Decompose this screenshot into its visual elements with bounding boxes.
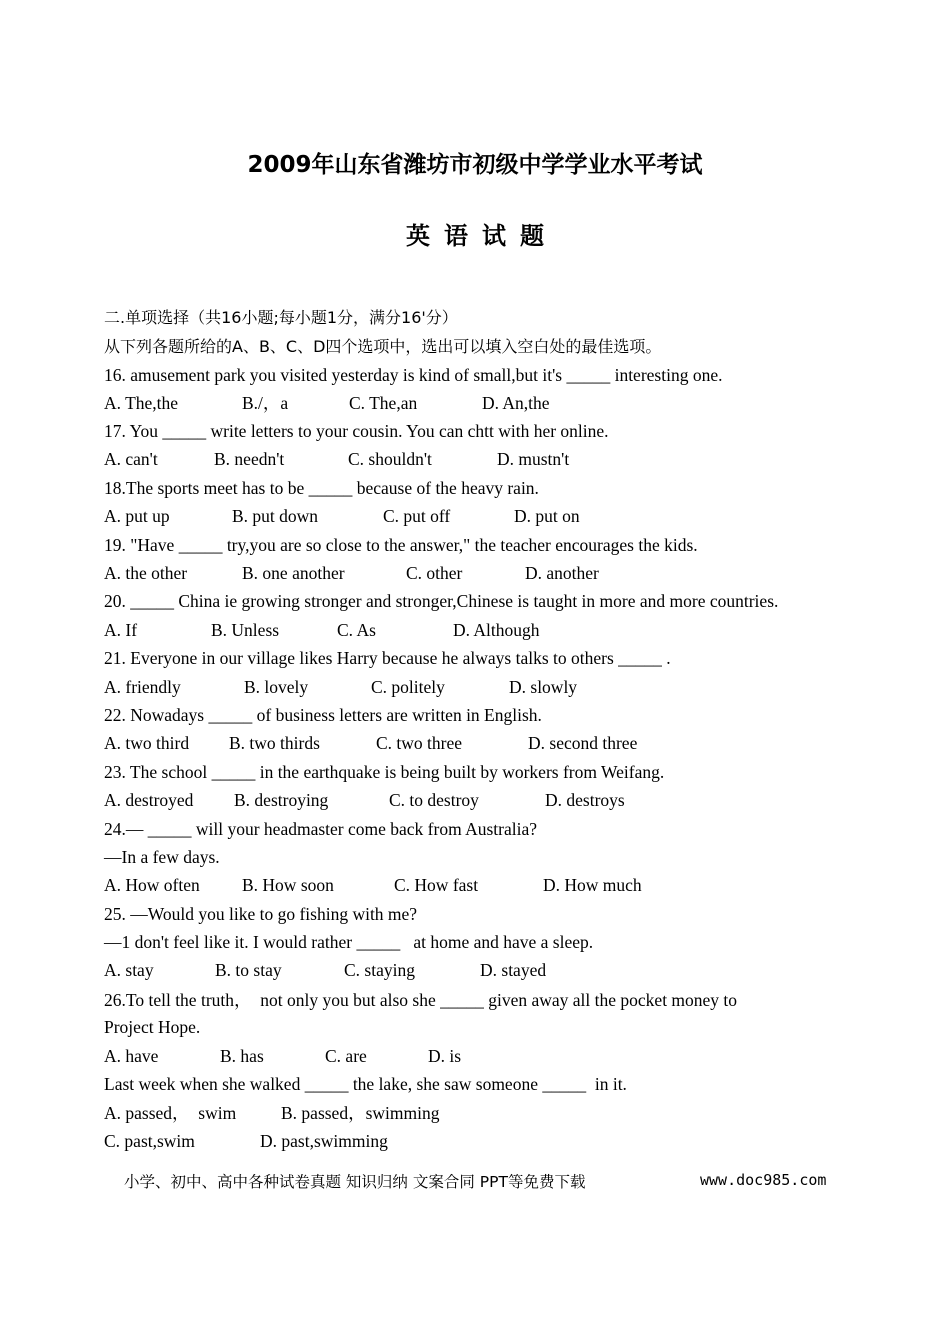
exam-subtitle: 英语试题 <box>406 222 558 250</box>
question-24-reply: —In a few days. <box>104 847 220 867</box>
question-17-option-d: D. mustn't <box>497 449 570 469</box>
question-24-option-d: D. How much <box>543 875 642 895</box>
question-22-option-a: A. two third <box>104 733 190 753</box>
question-25-option-d: D. stayed <box>480 960 547 980</box>
question-19-option-c: C. other <box>406 563 463 583</box>
footer-url: www.doc985.com <box>700 1171 827 1189</box>
question-23-option-c: C. to destroy <box>389 790 479 810</box>
question-17-option-b: B. needn't <box>214 449 285 469</box>
question-22-option-c: C. two three <box>376 733 463 753</box>
question-18-stem: 18.The sports meet has to be _____ because of the heavy rain. <box>104 478 539 498</box>
question-16-option-d: D. An,the <box>482 393 550 413</box>
question-19-option-a: A. the other <box>104 563 188 583</box>
question-20-option-d: D. Although <box>453 620 540 640</box>
exam-title: 2009年山东省潍坊市初级中学学业水平考试 <box>247 152 703 178</box>
question-19-stem: 19. "Have _____ try,you are so close to the answer," the teacher encourages the kids. <box>104 535 698 555</box>
question-20-option-b: B. Unless <box>211 620 280 640</box>
question-26-option-d: D. is <box>428 1046 462 1066</box>
question-19-option-d: D. another <box>525 563 599 583</box>
question-21-stem: 21. Everyone in our village likes Harry because he always talks to others _____ . <box>104 648 671 668</box>
question-18-option-b: B. put down <box>232 506 319 526</box>
question-16-option-c: C. The,an <box>349 393 418 413</box>
question-24-option-c: C. How fast <box>394 875 479 895</box>
question-21-option-a: A. friendly <box>104 677 181 697</box>
question-25-option-b: B. to stay <box>215 960 282 980</box>
question-16-option-a: A. The,the <box>104 393 179 413</box>
question-24-option-b: B. How soon <box>242 875 334 895</box>
question-18-option-a: A. put up <box>104 506 170 526</box>
question-16-stem: 16. amusement park you visited yesterday is kind of small,but it's _____ interesting one. <box>104 365 723 385</box>
question-27-option-d: D. past,swimming <box>260 1131 388 1151</box>
question-22-option-d: D. second three <box>528 733 638 753</box>
question-18-option-c: C. put off <box>383 506 451 526</box>
section-heading: 二.单项选择（共16小题;每小题1分，满分16'分） <box>104 308 458 327</box>
question-24-option-a: A. How often <box>104 875 200 895</box>
question-26-option-c: C. are <box>325 1046 367 1066</box>
question-17-option-c: C. shouldn't <box>348 449 432 469</box>
question-18-option-d: D. put on <box>514 506 580 526</box>
question-17-option-a: A. can't <box>104 449 158 469</box>
question-27-option-c: C. past,swim <box>104 1131 195 1151</box>
section-instruction: 从下列各题所给的A、B、C、D四个选项中，选出可以填入空白处的最佳选项。 <box>104 337 662 356</box>
question-27-stem: Last week when she walked _____ the lake, she saw someone _____ in it. <box>104 1074 627 1094</box>
question-21-option-d: D. slowly <box>509 677 578 697</box>
question-17-stem: 17. You _____ write letters to your cousin. You can chtt with her online. <box>104 421 609 441</box>
question-25-reply: —1 don't feel like it. I would rather _____ at home and have a sleep. <box>104 932 594 952</box>
question-27-option-b: B. passed，swimming <box>281 1103 440 1123</box>
question-26-option-b: B. has <box>220 1046 264 1066</box>
question-26-option-a: A. have <box>104 1046 159 1066</box>
question-22-stem: 22. Nowadays _____ of business letters are written in English. <box>104 705 542 725</box>
question-23-stem: 23. The school _____ in the earthquake is being built by workers from Weifang. <box>104 762 665 782</box>
question-19-option-b: B. one another <box>242 563 345 583</box>
question-27-option-a: A. passed， swim <box>104 1103 237 1123</box>
question-20-option-c: C. As <box>337 620 376 640</box>
question-24-stem: 24.— _____ will your headmaster come back from Australia? <box>104 819 538 839</box>
question-25-option-a: A. stay <box>104 960 154 980</box>
question-21-option-c: C. politely <box>371 677 445 697</box>
question-21-option-b: B. lovely <box>244 677 309 697</box>
footer-text: 小学、初中、高中各种试卷真题 知识归纳 文案合同 PPT等免费下载 <box>124 1173 586 1191</box>
question-23-option-d: D. destroys <box>545 790 625 810</box>
question-23-option-b: B. destroying <box>234 790 329 810</box>
question-20-stem: 20. _____ China ie growing stronger and stronger,Chinese is taught in more and more countries. <box>104 591 779 611</box>
question-25-stem: 25. —Would you like to go fishing with me? <box>104 904 418 924</box>
question-26-stem: 26.To tell the truth， not only you but also she _____ given away all the pocket money to <box>104 990 738 1010</box>
question-16-option-b: B./，a <box>242 393 289 413</box>
question-22-option-b: B. two thirds <box>229 733 320 753</box>
question-26-stem-continued: Project Hope. <box>104 1017 201 1037</box>
question-23-option-a: A. destroyed <box>104 790 194 810</box>
question-20-option-a: A. If <box>104 620 138 640</box>
question-25-option-c: C. staying <box>344 960 415 980</box>
